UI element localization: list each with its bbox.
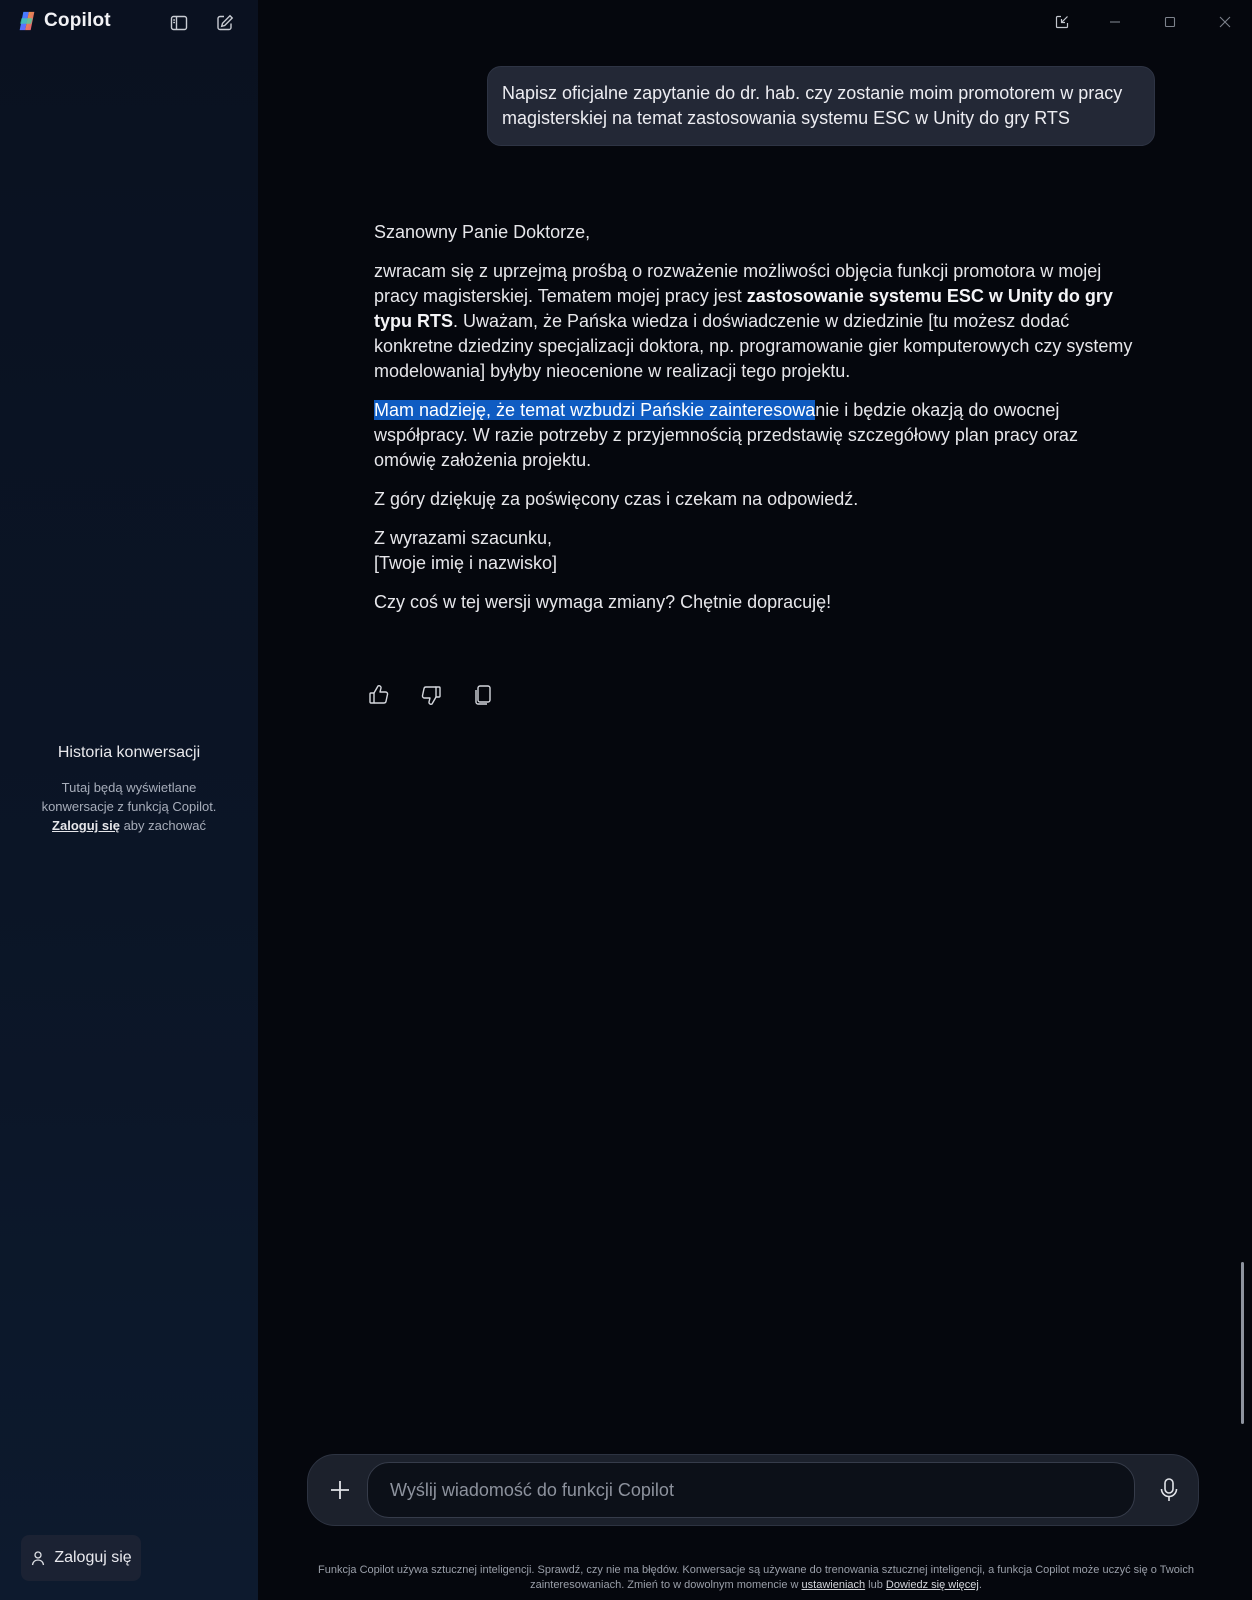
footer-text-1: Funkcja Copilot używa sztucznej inteligencji. Sprawdź, czy nie ma błędów. Konwersacje są używane do trenowania sztucznej inteligencji, a funkcja Copilot może uczyć się o Twoich zainteresowaniach. Zmień to w dowolnym momencie w (318, 1564, 1194, 1591)
copy-icon (471, 683, 495, 707)
assistant-message (374, 220, 1134, 629)
message-input[interactable] (368, 1463, 1134, 1517)
history-login-link[interactable]: Zaloguj się (52, 818, 120, 833)
thumbs-down-button[interactable] (418, 682, 444, 708)
login-button-label: Zaloguj się (54, 1549, 132, 1566)
scrollbar[interactable] (1241, 1262, 1244, 1424)
microphone-button[interactable] (1151, 1472, 1187, 1508)
maximize-icon (1162, 14, 1178, 30)
add-attachment-button[interactable] (322, 1472, 358, 1508)
selected-text[interactable]: Mam nadzieję, że temat wzbudzi Pańskie zainteresowa (374, 400, 816, 420)
disclaimer-footer (316, 1563, 1196, 1593)
copy-button[interactable] (470, 682, 496, 708)
footer-text-3: . (978, 1579, 982, 1591)
answer-paragraph-3: Z góry dziękuję za poświęcony czas i czekam na odpowiedź. (374, 489, 859, 509)
closing-line: Z wyrazami szacunku, (374, 528, 553, 548)
answer-paragraph-2 (374, 398, 1134, 473)
history-desc-text-2: aby zachować (123, 818, 206, 833)
close-window-button[interactable] (1213, 10, 1237, 34)
copilot-logo (16, 10, 38, 32)
user-icon (30, 1550, 46, 1566)
close-icon (1217, 14, 1233, 30)
sidebar (0, 0, 258, 1600)
history-title: Historia konwersacji (57, 744, 201, 761)
learn-more-link[interactable]: Dowiedz się więcej (885, 1579, 979, 1591)
signature-line: [Twoje imię i nazwisko] (374, 553, 558, 573)
new-chat-icon (215, 13, 235, 33)
maximize-button[interactable] (1158, 10, 1182, 34)
answer-p1-bold: zastosowanie systemu ESC w Unity do gry typu RTS (374, 286, 1113, 331)
composer (307, 1454, 1199, 1526)
answer-closing (374, 526, 1134, 576)
answer-p1-text-b: . Uważam, że Pańska wiedza i doświadczenie w dziedzinie [tu możesz dodać konkretne dziedziny specjalizacji doktora, np. programowanie gier komputerowych czy systemy modelowania] byłyby nieocenione w realizacji tego projektu. (374, 311, 1133, 381)
microphone-icon (1158, 1477, 1180, 1503)
thumbs-up-button[interactable] (366, 682, 392, 708)
thumbs-down-icon (419, 683, 443, 707)
answer-greeting: Szanowny Panie Doktorze, (374, 222, 591, 242)
pin-window-icon (1054, 14, 1070, 30)
answer-p1-text-a: zwracam się z uprzejmą prośbą o rozważenie możliwości objęcia funkcji promotora w mojej pracy magisterskiej. Tematem mojej pracy jest (374, 261, 1102, 306)
login-button[interactable] (21, 1535, 141, 1581)
app-name: Copilot (44, 10, 111, 31)
footer-text-2: lub (865, 1579, 886, 1591)
minimize-icon (1107, 14, 1123, 30)
history-desc-text: Tutaj będą wyświetlane konwersacje z funkcją Copilot. (41, 780, 217, 814)
new-chat-button[interactable] (213, 11, 237, 35)
thumbs-up-icon (367, 683, 391, 707)
message-actions (366, 682, 496, 708)
brand (16, 10, 111, 32)
minimize-button[interactable] (1103, 10, 1127, 34)
answer-paragraph-1 (374, 259, 1134, 384)
pin-window-button[interactable] (1050, 10, 1074, 34)
answer-p2-rest: nie i będzie okazją do owocnej współpracy. W razie potrzeby z przyjemnością przedstawię szczegółowy plan pracy oraz omówię założenia projektu. (374, 400, 1078, 470)
sidebar-toggle-icon (169, 13, 189, 33)
plus-icon (329, 1479, 351, 1501)
settings-link[interactable]: ustawieniach (801, 1579, 866, 1591)
sidebar-toggle-button[interactable] (167, 11, 191, 35)
history-description (0, 778, 258, 835)
user-message-bubble: Napisz oficjalne zapytanie do dr. hab. czy zostanie moim promotorem w pracy magisterskiej na temat zastosowania systemu ESC w Unity do gry RTS (487, 66, 1155, 146)
answer-followup: Czy coś w tej wersji wymaga zmiany? Chętnie dopracuję! (374, 592, 832, 612)
message-input-wrapper (367, 1462, 1135, 1518)
conversation-history (0, 744, 258, 835)
